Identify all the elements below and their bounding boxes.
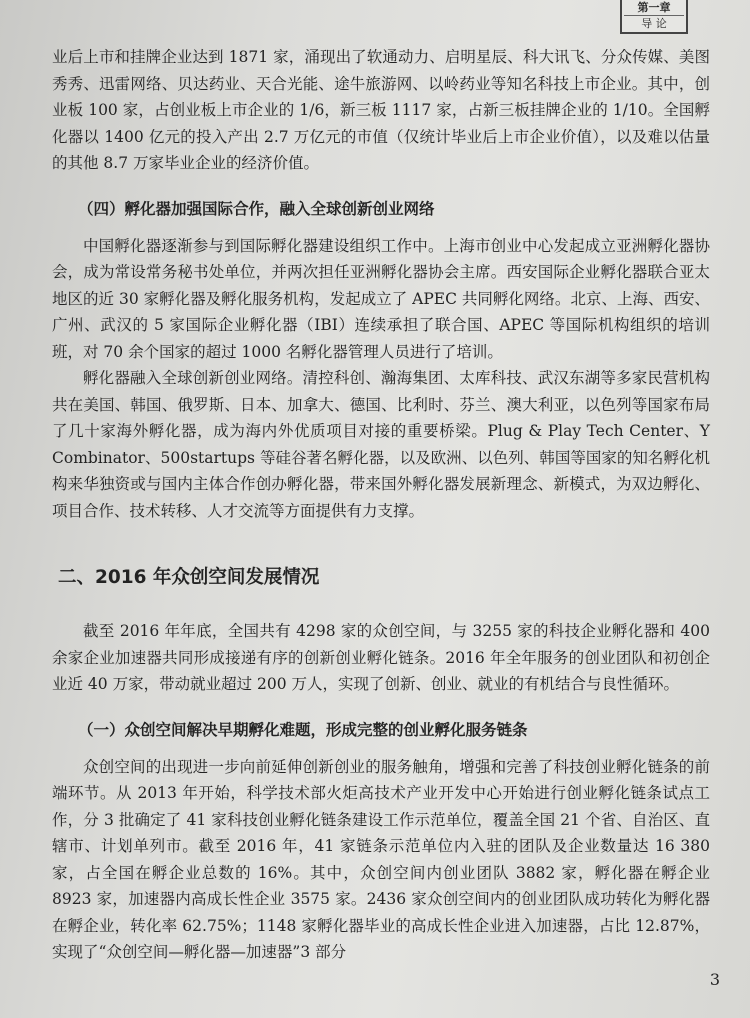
page-body (52, 44, 710, 966)
subheading-early-incubation: （一）众创空间解决早期孵化难题，形成完整的创业孵化服务链条 (78, 720, 528, 739)
page-number: 3 (709, 970, 720, 989)
paragraph-international-orgs: 中国孵化器逐渐参与到国际孵化器建设组织工作中。上海市创业中心发起成立亚洲孵化器协会，成为常设常务秘书处单位，并两次担任亚洲孵化器协会主席。西安国际企业孵化器联合亚太地区的近 30 家孵化器及孵化服务机构，发起成立了 APEC 共同孵化网络。北京、上海、西安、广州、武汉的 5 家国际企业孵化器（IBI）连续承担了联合国、APEC 等国际机构组织的培训班，对 70 余个国家的超过 1000 名孵化器管理人员进行了培训。 (52, 236, 710, 361)
paragraph-2016-overview: 截至 2016 年年底，全国共有 4298 家的众创空间，与 3255 家的科技企业孵化器和 400 余家企业加速器共同形成接递有序的创新创业孵化链条。2016 年全年服务的创业团队和初创企业近 40 万家，带动就业超过 200 万人，实现了创新、创业、就业的有机结合与良性循环。 (52, 622, 710, 693)
paragraph-continued: 业后上市和挂牌企业达到 1871 家，涌现出了软通动力、启明星辰、科大讯飞、分众传媒、美图秀秀、迅雷网络、贝达药业、天合光能、途牛旅游网、以岭药业等知名科技上市企业。其中，创业板 100 家，占创业板上市企业的 1/6，新三板 1117 家，占新三板挂牌企业的 1/10。全国孵化器以 1400 亿元的投入产出 2.7 万亿元的市值（仅统计毕业后上市企业价值），以及难以估量的其他 8.7 万家毕业企业的经济价值。 (52, 48, 710, 172)
subheading-international-cooperation: （四）孵化器加强国际合作，融入全球创新创业网络 (78, 199, 435, 218)
chapter-number: 第一章 (624, 0, 684, 16)
chapter-title: 导 论 (641, 17, 667, 30)
paragraph-global-network: 孵化器融入全球创新创业网络。清控科创、瀚海集团、太库科技、武汉东湖等多家民营机构共在美国、韩国、俄罗斯、日本、加拿大、德国、比利时、芬兰、澳大利亚，以色列等国家布局了几十家海外孵化器，成为海内外优质项目对接的重要桥梁。Plug & Play Tech Center、Y Combinator、500startups 等硅谷著名孵化器，以及欧洲、以色列、韩国等国家的知名孵化机构来华独资或与国内主体合作创办孵化器，带来国外孵化器发展新理念、新模式，为双边孵化、项目合作、技术转移、人才交流等方面提供有力支撑。 (52, 369, 710, 520)
paragraph-incubation-chain: 众创空间的出现进一步向前延伸创新创业的服务触角，增强和完善了科技创业孵化链条的前端环节。从 2013 年开始，科学技术部火炬高技术产业开发中心开始进行创业孵化链条试点工作，分 3 批确定了 41 家科技创业孵化链条建设工作示范单位，覆盖全国 21 个省、自治区、直辖市、计划单列市。截至 2016 年，41 家链条示范单位内入驻的团队及企业数量达 16 380 家，占全国在孵企业总数的 16%。其中，众创空间内创业团队 3882 家，孵化器在孵企业 8923 家，加速器内高成长性企业 3575 家。2436 家众创空间内的创业团队成功转化为孵化器在孵企业，转化率 62.75%；1148 家孵化器毕业的高成长性企业进入加速器，占比 12.87%，实现了“众创空间—孵化器—加速器”3 部分 (52, 757, 710, 961)
section-heading-2016: 二、2016 年众创空间发展情况 (58, 567, 320, 588)
chapter-header-tab (620, 0, 688, 34)
